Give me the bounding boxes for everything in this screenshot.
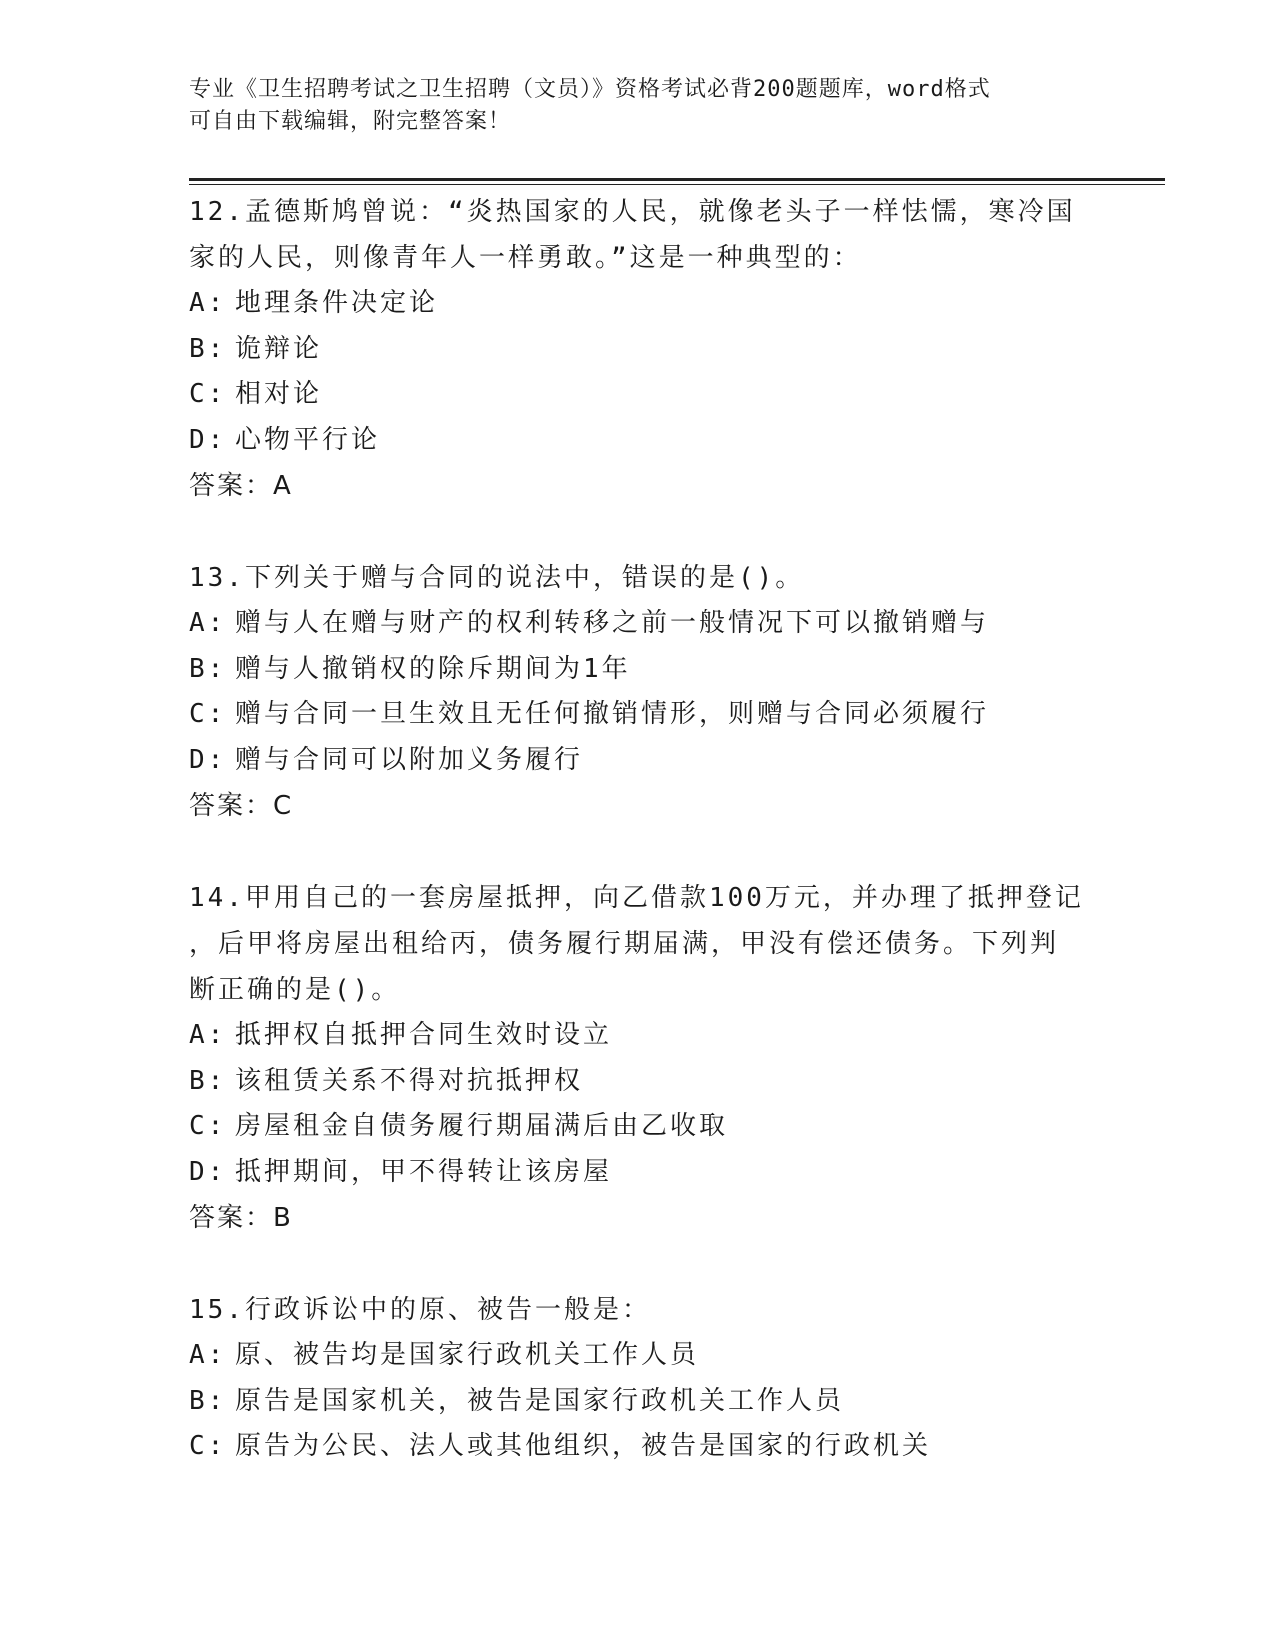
option-c bbox=[189, 692, 1089, 738]
option-a bbox=[189, 1013, 1089, 1059]
option-letter: C: bbox=[189, 379, 227, 409]
option-text: 该租赁关系不得对抗抵押权 bbox=[235, 1065, 584, 1096]
option-text: 抵押期间，甲不得转让该房屋 bbox=[235, 1156, 613, 1187]
option-letter: A: bbox=[189, 288, 227, 318]
option-letter: D: bbox=[189, 744, 227, 775]
option-text: 赠与合同一旦生效且无任何撤销情形，则赠与合同必须履行 bbox=[235, 699, 990, 729]
option-c bbox=[189, 1104, 1089, 1150]
stem-line: 15.行政诉讼中的原、被告一般是： bbox=[189, 1295, 651, 1325]
question-list bbox=[189, 189, 1089, 1470]
option-text: 心物平行论 bbox=[235, 424, 381, 455]
document-header bbox=[189, 74, 1089, 138]
option-text: 原、被告均是国家行政机关工作人员 bbox=[235, 1340, 700, 1370]
option-text: 原告为公民、法人或其他组织，被告是国家的行政机关 bbox=[235, 1431, 932, 1461]
option-a bbox=[189, 1333, 1089, 1379]
option-text: 抵押权自抵押合同生效时设立 bbox=[235, 1020, 613, 1050]
stem-line: 12.孟德斯鸠曾说：“炎热国家的人民，就像老头子一样怯懦，寒冷国 bbox=[189, 197, 1076, 227]
option-letter: B: bbox=[189, 1385, 227, 1416]
option-d bbox=[189, 1150, 1089, 1196]
option-text: 相对论 bbox=[235, 379, 323, 409]
option-text: 赠与合同可以附加义务履行 bbox=[235, 744, 584, 775]
option-letter: C: bbox=[189, 1431, 227, 1461]
question-14 bbox=[189, 875, 1089, 1241]
option-text: 地理条件决定论 bbox=[235, 288, 439, 318]
option-text: 诡辩论 bbox=[235, 333, 323, 364]
stem-line: 断正确的是()。 bbox=[189, 975, 401, 1005]
option-letter: A: bbox=[189, 608, 227, 638]
answer-line: 答案：B bbox=[189, 1203, 293, 1233]
option-c bbox=[189, 372, 1089, 418]
option-text: 赠与人撤销权的除斥期间为1年 bbox=[235, 653, 631, 684]
option-letter: D: bbox=[189, 1156, 227, 1187]
option-letter: A: bbox=[189, 1020, 227, 1050]
option-letter: C: bbox=[189, 699, 227, 729]
option-b bbox=[189, 647, 1089, 693]
stem-line: 14.甲用自己的一套房屋抵押，向乙借款100万元，并办理了抵押登记 bbox=[189, 883, 1084, 913]
answer-line: 答案：C bbox=[189, 791, 294, 821]
option-d bbox=[189, 418, 1089, 464]
question-13 bbox=[189, 555, 1089, 829]
stem-line: ，后甲将房屋出租给丙，债务履行期届满，甲没有偿还债务。下列判 bbox=[189, 929, 1060, 959]
option-letter: B: bbox=[189, 333, 227, 364]
stem-line: 家的人民，则像青年人一样勇敢。”这是一种典型的： bbox=[189, 243, 862, 273]
header-divider-thin bbox=[189, 184, 1165, 185]
question-15 bbox=[189, 1287, 1089, 1470]
option-d bbox=[189, 738, 1089, 784]
option-letter: B: bbox=[189, 1065, 227, 1096]
option-text: 原告是国家机关，被告是国家行政机关工作人员 bbox=[235, 1385, 845, 1416]
option-b bbox=[189, 1379, 1089, 1425]
answer-line: 答案：A bbox=[189, 471, 293, 501]
header-line-2: 可自由下载编辑，附完整答案！ bbox=[189, 109, 512, 134]
option-letter: C: bbox=[189, 1111, 227, 1141]
option-a bbox=[189, 281, 1089, 327]
question-stem bbox=[189, 875, 1089, 1013]
stem-line: 13.下列关于赠与合同的说法中，错误的是()。 bbox=[189, 563, 805, 593]
option-text: 房屋租金自债务履行期届满后由乙收取 bbox=[235, 1111, 729, 1141]
option-b bbox=[189, 1059, 1089, 1105]
option-text: 赠与人在赠与财产的权利转移之前一般情况下可以撤销赠与 bbox=[235, 608, 990, 638]
question-stem bbox=[189, 189, 1089, 281]
header-divider bbox=[189, 178, 1165, 181]
option-letter: A: bbox=[189, 1340, 227, 1370]
option-a bbox=[189, 601, 1089, 647]
question-stem bbox=[189, 555, 1089, 601]
question-12 bbox=[189, 189, 1089, 509]
question-stem bbox=[189, 1287, 1089, 1333]
option-letter: B: bbox=[189, 653, 227, 684]
option-b bbox=[189, 327, 1089, 373]
option-c bbox=[189, 1424, 1089, 1470]
header-line-1: 专业《卫生招聘考试之卫生招聘（文员）》资格考试必背200题题库，word格式 bbox=[189, 77, 991, 102]
option-letter: D: bbox=[189, 424, 227, 455]
